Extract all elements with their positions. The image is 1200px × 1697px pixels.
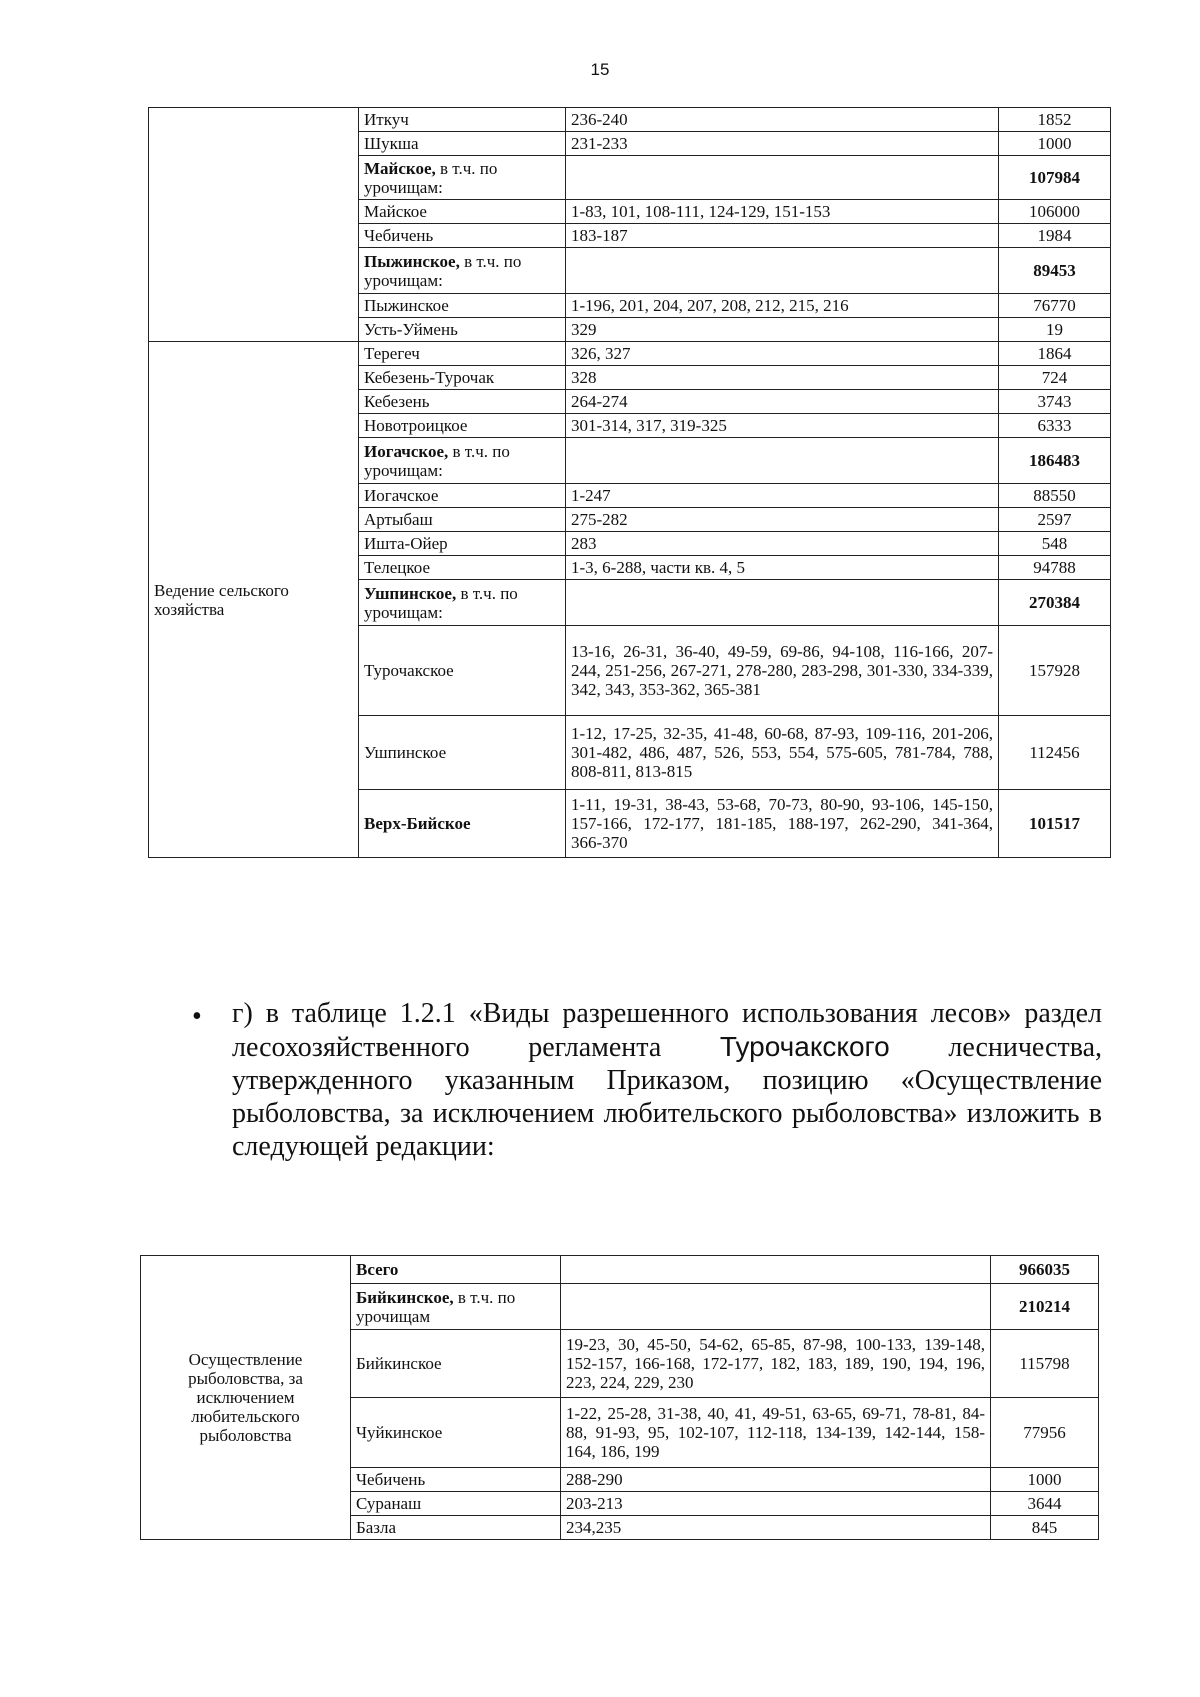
area-value: 186483 [999,438,1111,484]
block-numbers: 234,235 [561,1516,991,1540]
area-value: 89453 [999,248,1111,294]
area-value: 1864 [999,342,1111,366]
block-numbers: 1-83, 101, 108-111, 124-129, 151-153 [566,200,999,224]
subdivision-name: Чебичень [351,1468,561,1492]
land-use-table-continued [148,107,1111,858]
block-numbers: 1-247 [566,484,999,508]
block-numbers: 301-314, 317, 319-325 [566,414,999,438]
subdivision-name: Турочакское [359,626,566,716]
block-numbers [566,580,999,626]
block-numbers: 1-3, 6-288, части кв. 4, 5 [566,556,999,580]
subdivision-name: Базла [351,1516,561,1540]
block-numbers: 203-213 [561,1492,991,1516]
area-value: 724 [999,366,1111,390]
area-value: 115798 [991,1330,1099,1398]
subdivision-name: Шукша [359,132,566,156]
subdivision-name: Иогачское [359,484,566,508]
block-numbers: 288-290 [561,1468,991,1492]
block-numbers [561,1284,991,1330]
subdivision-name: Кебезень [359,390,566,414]
subdivision-name-bold: Ушпинское, [364,583,457,603]
subdivision-name: Майское [359,200,566,224]
subdivision-name-rest: в т.ч. по урочищам: [364,441,510,480]
subdivision-name: Артыбаш [359,508,566,532]
block-numbers: 328 [566,366,999,390]
block-numbers: 236-240 [566,108,999,132]
block-numbers: 183-187 [566,224,999,248]
area-value: 2597 [999,508,1111,532]
subdivision-name: Новотроицкое [359,414,566,438]
block-numbers [561,1256,991,1284]
subdivision-name-bold: Иогачское, [364,441,449,461]
block-numbers: 264-274 [566,390,999,414]
category-cell-empty [149,108,359,342]
subdivision-name: Терегеч [359,342,566,366]
amendment-paragraph [232,997,1102,1163]
page-number: 15 [590,60,610,79]
area-value: 157928 [999,626,1111,716]
subdivision-name: Телецкое [359,556,566,580]
area-value: 106000 [999,200,1111,224]
subdivision-name: Усть-Уймень [359,318,566,342]
block-numbers: 283 [566,532,999,556]
subdivision-name [351,1284,561,1330]
subdivision-name: Чебичень [359,224,566,248]
subdivision-name: Ишта-Ойер [359,532,566,556]
subdivision-name: Верх-Бийское [359,790,566,858]
block-numbers: 1-196, 201, 204, 207, 208, 212, 215, 216 [566,294,999,318]
paragraph-region-name: Турочакского [719,1031,890,1062]
area-value: 1000 [991,1468,1099,1492]
area-value: 548 [999,532,1111,556]
area-value: 6333 [999,414,1111,438]
area-value: 76770 [999,294,1111,318]
subdivision-name [359,156,566,200]
subdivision-name-bold: Майское, [364,158,436,178]
block-numbers: 326, 327 [566,342,999,366]
subdivision-name: Пыжинское [359,294,566,318]
block-numbers [566,248,999,294]
block-numbers: 1-11, 19-31, 38-43, 53-68, 70-73, 80-90, 93-106, 145-150, 157-166, 172-177, 181-185, 188-197, 262-290, 341-364, 366-370 [566,790,999,858]
block-numbers: 1-22, 25-28, 31-38, 40, 41, 49-51, 63-65, 69-71, 78-81, 84-88, 91-93, 95, 102-107, 112-118, 134-139, 142-144, 158-164, 186, 199 [561,1398,991,1468]
block-numbers: 13-16, 26-31, 36-40, 49-59, 69-86, 94-108, 116-166, 207-244, 251-256, 267-271, 278-280, 283-298, 301-330, 334-339, 342, 343, 353-362, 365-381 [566,626,999,716]
subdivision-name-rest: в т.ч. по урочищам: [364,251,522,290]
area-value: 270384 [999,580,1111,626]
paragraph-text-end: лесничества, утвержденного указанным Приказом, позицию «Осуществление рыболовства, за исключением любительского рыболовства» изложить в следующей редакции: [232,1032,1102,1162]
fishing-use-table [140,1255,1099,1540]
area-value: 19 [999,318,1111,342]
area-value: 210214 [991,1284,1099,1330]
block-numbers: 231-233 [566,132,999,156]
category-cell: Ведение сельского хозяйства [149,342,359,858]
subdivision-name: Иткуч [359,108,566,132]
area-value: 88550 [999,484,1111,508]
subdivision-name-bold: Бийкинское, [356,1287,454,1307]
subdivision-name-rest: в т.ч. по урочищам: [364,158,498,197]
bullet-icon: • [192,1001,202,1032]
area-value: 101517 [999,790,1111,858]
block-numbers: 1-12, 17-25, 32-35, 41-48, 60-68, 87-93, 109-116, 201-206, 301-482, 486, 487, 526, 553, 554, 575-605, 781-784, 788, 808-811, 813-815 [566,716,999,790]
subdivision-name [359,248,566,294]
subdivision-name [359,438,566,484]
area-value: 112456 [999,716,1111,790]
block-numbers [566,156,999,200]
area-value: 94788 [999,556,1111,580]
area-value: 3743 [999,390,1111,414]
area-value: 1852 [999,108,1111,132]
subdivision-name-rest: в т.ч. по урочищам [356,1287,516,1326]
area-value: 1000 [999,132,1111,156]
subdivision-name-rest: в т.ч. по урочищам: [364,583,518,622]
area-value: 107984 [999,156,1111,200]
area-value: 845 [991,1516,1099,1540]
block-numbers: 275-282 [566,508,999,532]
block-numbers [566,438,999,484]
subdivision-name: Суранаш [351,1492,561,1516]
subdivision-name: Ушпинское [359,716,566,790]
subdivision-name: Чуйкинское [351,1398,561,1468]
subdivision-name: Всего [351,1256,561,1284]
subdivision-name: Бийкинское [351,1330,561,1398]
subdivision-name-bold: Пыжинское, [364,251,460,271]
subdivision-name [359,580,566,626]
paragraph-text-start: г) в таблице 1.2.1 «Виды разрешенного использования лесов» раздел лесохозяйственного регламента [232,998,1102,1063]
block-numbers: 19-23, 30, 45-50, 54-62, 65-85, 87-98, 100-133, 139-148, 152-157, 166-168, 172-177, 182, 183, 189, 190, 194, 196, 223, 224, 229, 230 [561,1330,991,1398]
area-value: 77956 [991,1398,1099,1468]
area-value: 1984 [999,224,1111,248]
subdivision-name: Кебезень-Турочак [359,366,566,390]
block-numbers: 329 [566,318,999,342]
area-value: 966035 [991,1256,1099,1284]
category-cell: Осуществление рыболовства, за исключением любительского рыболовства [141,1256,351,1540]
area-value: 3644 [991,1492,1099,1516]
